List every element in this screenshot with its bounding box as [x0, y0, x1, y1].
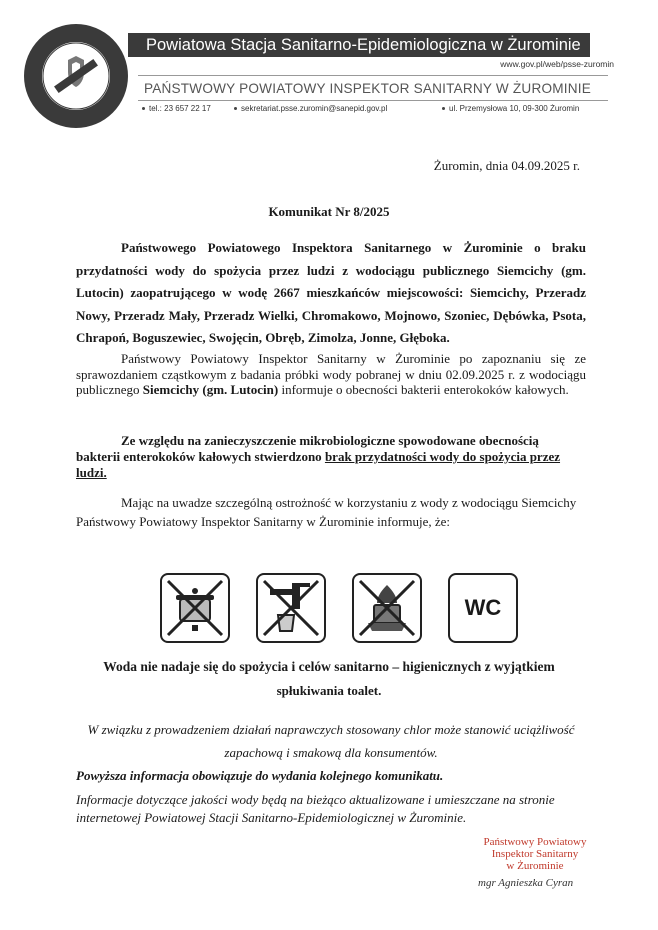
institution-banner: Powiatowa Stacja Sanitarno-Epidemiologiczna w Żurominie — [128, 33, 590, 57]
inspector-heading: PAŃSTWOWY POWIATOWY INSPEKTOR SANITARNY W ŻUROMINIE — [138, 75, 608, 101]
warning-line-2: spłukiwania toalet. — [276, 683, 382, 698]
no-drinking-tap-icon — [256, 573, 326, 643]
intro-paragraph: Państwowego Powiatowego Inspektora Sanitarnego w Żurominie o braku przydatności wody do spożycia przez ludzi z wodociągu publicznego Siemcichy (gm. Lutocin) zaopatrującego w wodę 2667 mieszkańców miejscowości: Siemcichy, Przeradz Nowy, Przeradz Mały, Przeradz Wielki, Chromakowo, Mojnowo, Szoniec, Dębówka, Psota, Chrapoń, Boguszewiec, Swojęcin, Obręb, Zimolza, Jonne, Głęboka. — [76, 240, 586, 345]
address-contact: ul. Przemysłowa 10, 09-300 Żuromin — [442, 104, 579, 113]
date-line: Żuromin, dnia 04.09.2025 r. — [433, 158, 580, 173]
phone-contact: tel.: 23 657 22 17 — [142, 104, 211, 113]
signature: mgr Agnieszka Cyran — [478, 877, 574, 889]
no-washing-icon — [352, 573, 422, 643]
wc-label: WC — [464, 595, 502, 620]
warning-line-1: Woda nie nadaje się do spożycia i celów sanitarno – higienicznych z wyjątkiem — [103, 659, 555, 674]
unfit-water-statement: brak przydatności wody do spożycia przez ludzi. — [76, 449, 561, 480]
document-title: Komunikat Nr 8/2025 — [268, 204, 390, 219]
water-system-name: Siemcichy (gm. Lutocin) — [142, 382, 279, 397]
caution-paragraph: Mając na uwadze szczególną ostrożność w korzystaniu z wody z wodociągu Siemcichy Państwowy Powiatowy Inspektor Sanitarny w Żurominie informuje, że: — [76, 495, 577, 529]
validity-note: Powyższa informacja obowiązuje do wydania kolejnego komunikatu. — [76, 768, 444, 783]
sanitary-inspection-logo — [22, 22, 130, 130]
chlorine-note: W związku z prowadzeniem działań naprawczych stosowany chlor może stanowić uciążliwość zapachową i smakową dla konsumentów. — [87, 722, 575, 760]
conclusion-paragraph: Ze względu na zanieczyszczenie mikrobiologiczne spowodowane obecnością bakterii enterokoków kałowych stwierdzono brak przydatności wody do spożycia przez ludzi. — [76, 433, 561, 480]
email-contact[interactable]: sekretariat.psse.zuromin@sanepid.gov.pl — [234, 104, 387, 113]
findings-paragraph: Państwowy Powiatowy Inspektor Sanitarny w Żurominie po zapoznaniu się ze sprawozdaniem cząstkowym z badania próbki wody pobranej w dniu 02.09.2025 r. z wodociągu publicznego Siemcichy (gm. Lutocin) informuje o obecności bakterii enterokoków kałowych. — [76, 351, 586, 397]
website-link[interactable]: www.gov.pl/web/psse-zuromin — [500, 59, 614, 69]
official-stamp: Państwowy Powiatowy Inspektor Sanitarny w Żurominie — [483, 836, 587, 872]
wc-icon — [448, 573, 518, 643]
updates-note: Informacje dotyczące jakości wody będą na bieżąco aktualizowane i umieszczane na stronie internetowej Powiatowej Stacji Sanitarno-Epidemiologicznej w Żurominie. — [76, 792, 555, 825]
no-cooking-icon — [160, 573, 230, 643]
water-usage-icons — [0, 573, 658, 643]
